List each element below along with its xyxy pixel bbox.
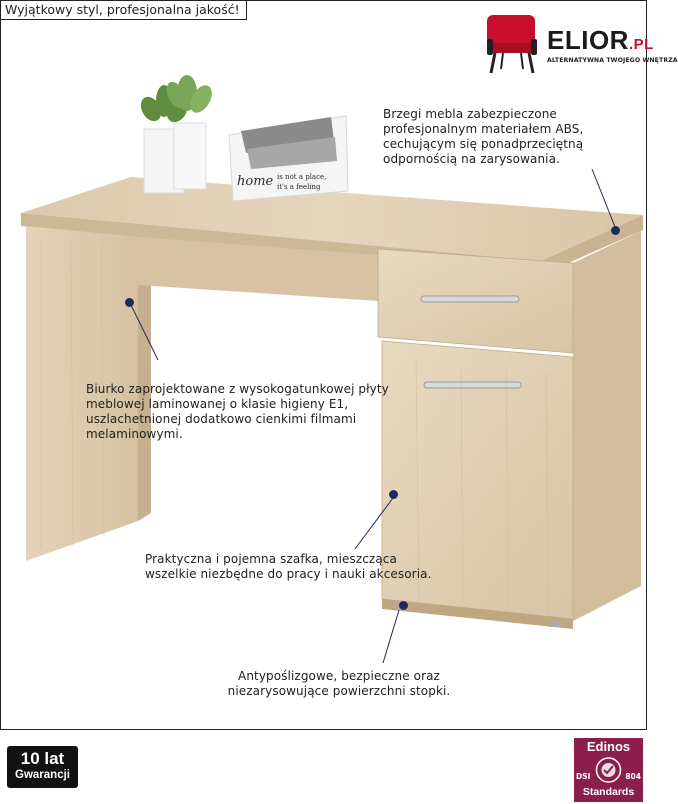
certificate-number: 804 xyxy=(625,772,641,781)
organizer-subtext-2: it's a feeling xyxy=(277,183,321,191)
certificate-badge xyxy=(574,738,643,802)
organizer-subtext-1: is not a place, xyxy=(277,173,327,181)
chair-icon xyxy=(485,11,543,75)
certificate-name: Edinos xyxy=(586,739,631,754)
marker-dot-feet xyxy=(399,601,408,610)
certificate-standards: Standards xyxy=(582,786,635,798)
annotation-abs-edges: Brzegi mebla zabezpieczone profesjonalnym materiałem ABS, cechującym się ponadprzeciętną odpornością na zarysowania. xyxy=(383,107,584,166)
certificate-dsi: DSI xyxy=(576,772,591,781)
marker-dot-cabinet xyxy=(389,490,398,499)
warranty-label: Gwarancji xyxy=(15,769,70,781)
warranty-years: 10 lat xyxy=(20,749,65,768)
annotation-feet: Antypoślizgowe, bezpieczne oraz niezarysowujące powierzchni stopki. xyxy=(227,669,451,698)
marker-dot-board xyxy=(125,298,134,307)
seal-icon xyxy=(595,755,622,785)
header-tagline: Wyjątkowy styl, profesjonalna jakość! xyxy=(1,1,247,20)
annotation-board-material: Biurko zaprojektowane z wysokogatunkowej płyty meblowej laminowanej o klasie higieny E1, uszlachetnionej dodatkowo cienkimi filmami melaminowymi. xyxy=(86,382,389,441)
brand-domain: .PL xyxy=(628,36,654,53)
brand-name: ELIOR.PL xyxy=(547,25,654,55)
marker-dot-edges xyxy=(611,226,620,235)
organizer-text: home xyxy=(237,174,274,189)
annotation-cabinet: Praktyczna i pojemna szafka, mieszcząca wszelkie niezbędne do pracy i nauki akcesoria. xyxy=(145,552,432,581)
warranty-badge xyxy=(7,746,78,788)
brand-tagline: ALTERNATYWNA TWOJEGO WNĘTRZA xyxy=(547,57,678,64)
brand-logo[interactable] xyxy=(485,11,678,75)
